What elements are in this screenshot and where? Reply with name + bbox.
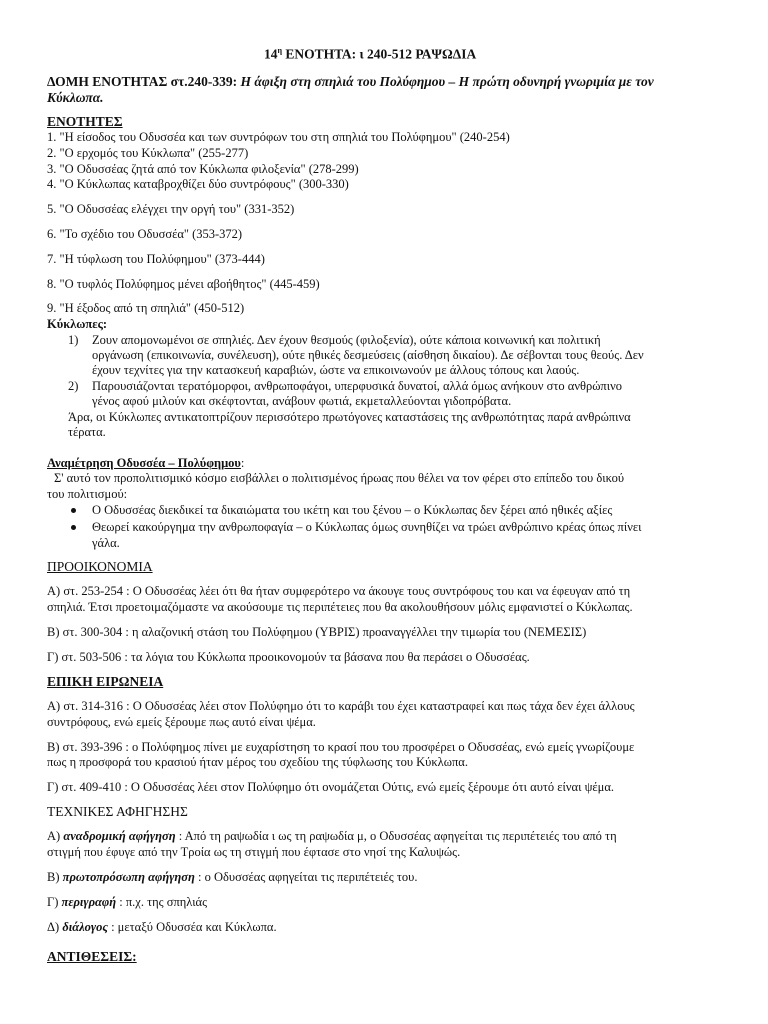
technique-a-term: αναδρομική αφήγηση	[63, 829, 176, 843]
cyclopes-item-1-line-3: έχουν τεχνίτες για την κατασκευή καραβιών, ώστε να επικοινωνούν με άλλους τόπους και λαούς.	[92, 363, 580, 377]
bullet-1-dot	[71, 508, 76, 513]
confrontation-intro-line-2: του πολιτισμού:	[47, 487, 128, 501]
unit-item-3: 3. "Ο Οδυσσέας ζητά από τον Κύκλωπα φιλοξενία" (278-299)	[47, 162, 359, 176]
cyclopes-conclusion-line-2: τέρατα.	[68, 425, 106, 439]
technique-b	[47, 870, 417, 885]
unit-item-4: 4. "Ο Κύκλωπας καταβροχθίζει δύο συντρόφους" (300-330)	[47, 177, 349, 191]
title-superscript: η	[277, 46, 283, 55]
technique-b-text: : ο Οδυσσέας αφηγείται τις περιπέτειές του.	[194, 870, 418, 884]
irony-b-line-2: πως η προσφορά του κρασιού ήταν μέρος του σχεδίου της τύφλωσης του Κύκλωπα.	[47, 755, 468, 769]
structure-line-2: Κύκλωπα.	[47, 90, 104, 105]
bullet-2-dot	[71, 525, 76, 530]
unit-item-1: 1. "Η είσοδος του Οδυσσέα και των συντρόφων του στη σπηλιά του Πολύφημου" (240-254)	[47, 130, 510, 144]
unit-item-8: 8. "Ο τυφλός Πολύφημος μένει αβοήθητος" (445-459)	[47, 277, 320, 291]
cyclopes-item-2-number: 2)	[68, 379, 79, 393]
foreshadowing-c: Γ) στ. 503-506 : τα λόγια του Κύκλωπα προοικονομούν τα βάσανα που θα περάσει ο Οδυσσέας.	[47, 650, 530, 664]
confrontation-colon: :	[240, 456, 245, 470]
technique-d-text: : μεταξύ Οδυσσέα και Κύκλωπα.	[107, 920, 277, 934]
irony-b-line-1: Β) στ. 393-396 : ο Πολύφημος πίνει με ευχαρίστηση το κρασί που του προσφέρει ο Οδυσσέας, ενώ εμείς γνωρίζουμε	[47, 740, 635, 754]
technique-a-line-1	[47, 829, 617, 844]
unit-item-7: 7. "Η τύφλωση του Πολύφημου" (373-444)	[47, 252, 265, 266]
structure-line-1	[47, 74, 654, 89]
cyclopes-conclusion-line-1: Άρα, οι Κύκλωπες αντικατοπτρίζουν περισσότερο πρωτόγονες καταστάσεις της ανθρωπότητας παρά ανθρώπινα	[68, 410, 631, 424]
technique-d	[47, 920, 277, 935]
irony-a-line-2: συντρόφους, ενώ εμείς ξέρουμε πως αυτό είναι ψέμα.	[47, 715, 316, 729]
technique-a-prefix: Α)	[47, 829, 64, 843]
cyclopes-item-1-number: 1)	[68, 333, 79, 347]
foreshadowing-b: Β) στ. 300-304 : η αλαζονική στάση του Πολύφημου (ΥΒΡΙΣ) προαναγγέλλει την τιμωρία του (ΝΕΜΕΣΙΣ)	[47, 625, 587, 639]
page-title	[264, 43, 476, 62]
technique-c	[47, 895, 207, 910]
cyclopes-item-1-line-1: Ζουν απομονωμένοι σε σπηλιές. Δεν έχουν θεσμούς (φιλοξενία), ούτε κάποια κοινωνική και πολιτική	[92, 333, 601, 347]
contrasts-heading: ΑΝΤΙΘΕΣΕΙΣ:	[47, 949, 137, 964]
cyclopes-item-1-line-2: οργάνωση (επικοινωνία, συνέλευση), ούτε ηθικές δεσμεύσεις (αίσθηση δικαίου). Δε σέβονται τους θεούς. Δεν	[92, 348, 644, 362]
technique-c-prefix: Γ)	[47, 895, 62, 909]
technique-c-text: : π.χ. της σπηλιάς	[116, 895, 208, 909]
confrontation-bullet-2-line-2: γάλα.	[92, 536, 120, 550]
confrontation-heading-line	[47, 456, 244, 471]
title-number: 14	[264, 46, 278, 62]
irony-heading: ΕΠΙΚΗ ΕΙΡΩΝΕΙΑ	[47, 674, 164, 689]
technique-a-text: : Από τη ραψωδία ι ως τη ραψωδία μ, ο Οδυσσέας αφηγείται τις περιπέτειές του από τη	[175, 829, 617, 843]
structure-label: ΔΟΜΗ ΕΝΟΤΗΤΑΣ στ.240-339:	[47, 74, 241, 89]
foreshadowing-a-line-1: Α) στ. 253-254 : Ο Οδυσσέας λέει ότι θα ήταν συμφερότερο να άκουγε τους συντρόφους του και να έφευγαν από τη	[47, 584, 631, 598]
unit-item-5: 5. "Ο Οδυσσέας ελέγχει την οργή του" (331-352)	[47, 202, 295, 216]
technique-b-prefix: Β)	[47, 870, 63, 884]
units-heading: ΕΝΟΤΗΤΕΣ	[47, 114, 123, 129]
structure-description: Η άφιξη στη σπηλιά του Πολύφημου – Η πρώτη οδυνηρή γνωριμία με τον	[240, 74, 654, 89]
techniques-heading: ΤΕΧΝΙΚΕΣ ΑΦΗΓΗΣΗΣ	[47, 804, 188, 819]
irony-a-line-1: Α) στ. 314-316 : Ο Οδυσσέας λέει στον Πολύφημο ότι το καράβι του έχει καταστραφεί και πως τάχα δεν έχει άλλους	[47, 699, 635, 713]
foreshadowing-heading: ΠΡΟΟΙΚΟΝΟΜΙΑ	[47, 559, 153, 574]
unit-item-2: 2. "Ο ερχομός του Κύκλωπα" (255-277)	[47, 146, 249, 160]
unit-item-6: 6. "Το σχέδιο του Οδυσσέα" (353-372)	[47, 227, 243, 241]
technique-a-line-2: στιγμή που έφυγε από την Τροία ως τη στιγμή που έφτασε στο νησί της Καλυψώς.	[47, 845, 461, 859]
confrontation-bullet-2-line-1: Θεωρεί κακούργημα την ανθρωποφαγία – ο Κύκλωπας όμως συνηθίζει να τρώει ανθρώπινο κρέας όπως πίνει	[92, 520, 642, 534]
technique-c-term: περιγραφή	[61, 895, 117, 909]
confrontation-heading: Αναμέτρηση Οδυσσέα – Πολύφημου	[47, 456, 241, 470]
cyclopes-heading: Κύκλωπες:	[47, 317, 108, 331]
title-text: ΕΝΟΤΗΤΑ: ι 240-512 ΡΑΨΩΔΙΑ	[282, 46, 477, 62]
irony-c: Γ) στ. 409-410 : Ο Οδυσσέας λέει στον Πολύφημο ότι ονομάζεται Ούτις, ενώ εμείς ξέρουμε ότι αυτό είναι ψέμα.	[47, 780, 615, 794]
technique-b-term: πρωτοπρόσωπη αφήγηση	[62, 870, 195, 884]
technique-d-term: διάλογος	[62, 920, 108, 934]
cyclopes-item-2-line-1: Παρουσιάζονται τερατόμορφοι, ανθρωποφάγοι, υπερφυσικά δυνατοί, αλλά όμως ανήκουν στο ανθρώπινο	[92, 379, 623, 393]
confrontation-intro-line-1: Σ' αυτό τον προπολιτισμικό κόσμο εισβάλλει ο πολιτισμένος ήρωας που θέλει να τον φέρει στο επίπεδο του δικού	[54, 471, 625, 485]
unit-item-9: 9. "Η έξοδος από τη σπηλιά" (450-512)	[47, 301, 245, 315]
foreshadowing-a-line-2: σπηλιά. Έτσι προετοιμαζόμαστε να ακούσουμε τις περιπέτειες που θα ακολουθήσουν μόλις εμφανιστεί ο Κύκλωπας.	[47, 600, 633, 614]
cyclopes-item-2-line-2: γένος αφού μιλούν και σκέφτονται, ανάβουν φωτιά, εκμεταλλεύονται γιδοπρόβατα.	[92, 394, 512, 408]
confrontation-bullet-1: Ο Οδυσσέας διεκδικεί τα δικαιώματα του ικέτη και του ξένου – ο Κύκλωπας δεν ξέρει από ηθικές αξίες	[92, 503, 613, 517]
technique-d-prefix: Δ)	[47, 920, 63, 934]
